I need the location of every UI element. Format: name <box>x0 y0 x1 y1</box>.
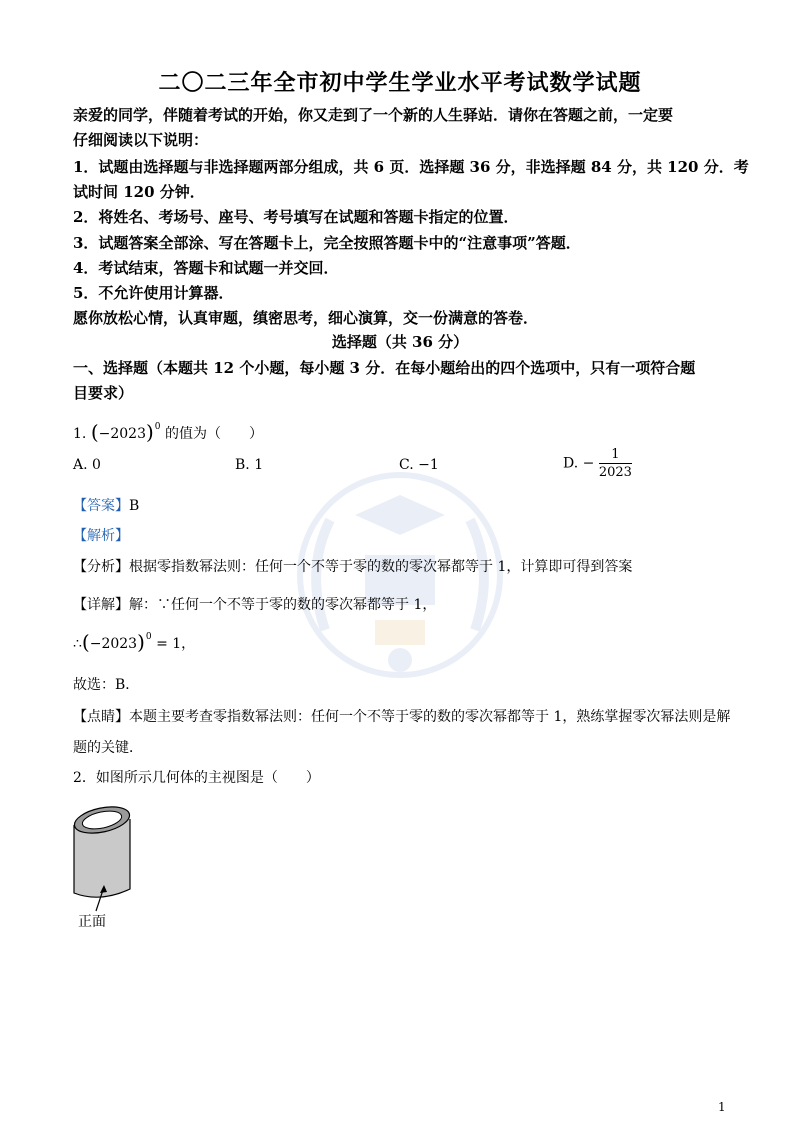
calc-base: −2023 <box>89 636 138 652</box>
question-1-number: 1. <box>73 426 87 442</box>
calc-exponent: 0 <box>145 632 152 642</box>
fenxi-text: 根据零指数幂法则：任何一个不等于零的数的零次幂都等于 1，计算即可得到答案 <box>129 559 633 575</box>
calc-prefix: ∴ <box>73 636 82 652</box>
dianjing-text-1: 本题主要考查零指数幂法则：任何一个不等于零的数的零次幂都等于 1，熟练掌握零次幂法则是解 <box>129 709 731 725</box>
xiangjie-tag: 详解 <box>87 597 115 613</box>
instruction-3: 3．试题答案全部涂、写在答题卡上，完全按照答题卡中的“注意事项”答题． <box>73 234 581 252</box>
answer-line: 【答案】B <box>73 498 140 514</box>
page-title: 二〇二三年全市初中学生学业水平考试数学试题 <box>158 70 642 96</box>
option-d-prefix: D. − <box>563 455 595 472</box>
instruction-4: 4．考试结束，答题卡和试题一并交回． <box>73 259 339 277</box>
question-1-base: −2023 <box>98 426 146 442</box>
intro-wish: 愿你放松心情，认真审题，缜密思考，细心演算，交一份满意的答卷． <box>73 309 539 327</box>
option-d-fraction <box>599 446 632 481</box>
analysis-tag: 解析 <box>87 528 115 544</box>
calc-result: = 1， <box>156 636 196 652</box>
analysis-line: 【解析】 <box>73 528 129 544</box>
dianjing-line-1: 【点睛】本题主要考查零指数幂法则：任何一个不等于零的数的零次幂都等于 1，熟练掌握零次幂法则是解 <box>73 709 731 725</box>
option-d <box>563 446 632 481</box>
question-1-exponent: 0 <box>154 422 161 432</box>
option-a: A. 0 <box>73 457 101 473</box>
answer-value: B <box>129 498 140 514</box>
figure-label: 正面 <box>78 914 106 930</box>
fenxi-line: 【分析】根据零指数幂法则：任何一个不等于零的数的零次幂都等于 1，计算即可得到答案 <box>73 559 633 575</box>
calc-line: $\therefore(-2023)^0 = 1$， <box>73 630 196 654</box>
intro-line-2: 仔细阅读以下说明： <box>73 131 209 149</box>
option-b: B. 1 <box>235 457 264 473</box>
xiangjie-line: 【详解】解：∵任何一个不等于零的数的零次幂都等于 1， <box>73 597 437 613</box>
dianjing-line-2: 题的关键． <box>73 740 143 756</box>
intro-line-1: 亲爱的同学，伴随着考试的开始，你又走到了一个新的人生驿站．请你在答题之前，一定要 <box>73 106 674 124</box>
instruction-1a: 1．试题由选择题与非选择题两部分组成，共 6 页．选择题 36 分，非选择题 84 分，共 120 分．考 <box>73 158 749 176</box>
section-header: 选择题（共 36 分） <box>331 333 469 351</box>
instruction-2: 2．将姓名、考场号、座号、考号填写在试题和答题卡指定的位置． <box>73 208 519 226</box>
xiangjie-text: 解：∵任何一个不等于零的数的零次幂都等于 1， <box>129 597 437 613</box>
dianjing-tag: 点睛 <box>87 709 115 725</box>
instruction-1b: 试时间 120 分钟． <box>73 183 205 201</box>
option-d-numerator: 1 <box>599 446 632 464</box>
section-instruction-2: 目要求） <box>73 384 134 402</box>
instruction-5: 5．不允许使用计算器． <box>73 284 234 302</box>
choose-line: 故选：B． <box>73 677 140 693</box>
question-1-suffix: 的值为（ ） <box>164 426 263 442</box>
question-1: 1. $(-2023)^0$ 的值为（ ） <box>73 420 263 444</box>
option-c: C. −1 <box>399 457 439 473</box>
fenxi-tag: 分析 <box>87 559 115 575</box>
option-d-denominator: 2023 <box>598 465 632 480</box>
hollow-cylinder-figure <box>70 805 140 915</box>
question-2: 2．如图所示几何体的主视图是（ ） <box>73 770 320 786</box>
answer-tag: 答案 <box>87 498 115 514</box>
section-instruction-1: 一、选择题（本题共 12 个小题，每小题 3 分．在每小题给出的四个选项中，只有一项符合题 <box>73 359 696 377</box>
page-number: 1 <box>718 1100 726 1114</box>
